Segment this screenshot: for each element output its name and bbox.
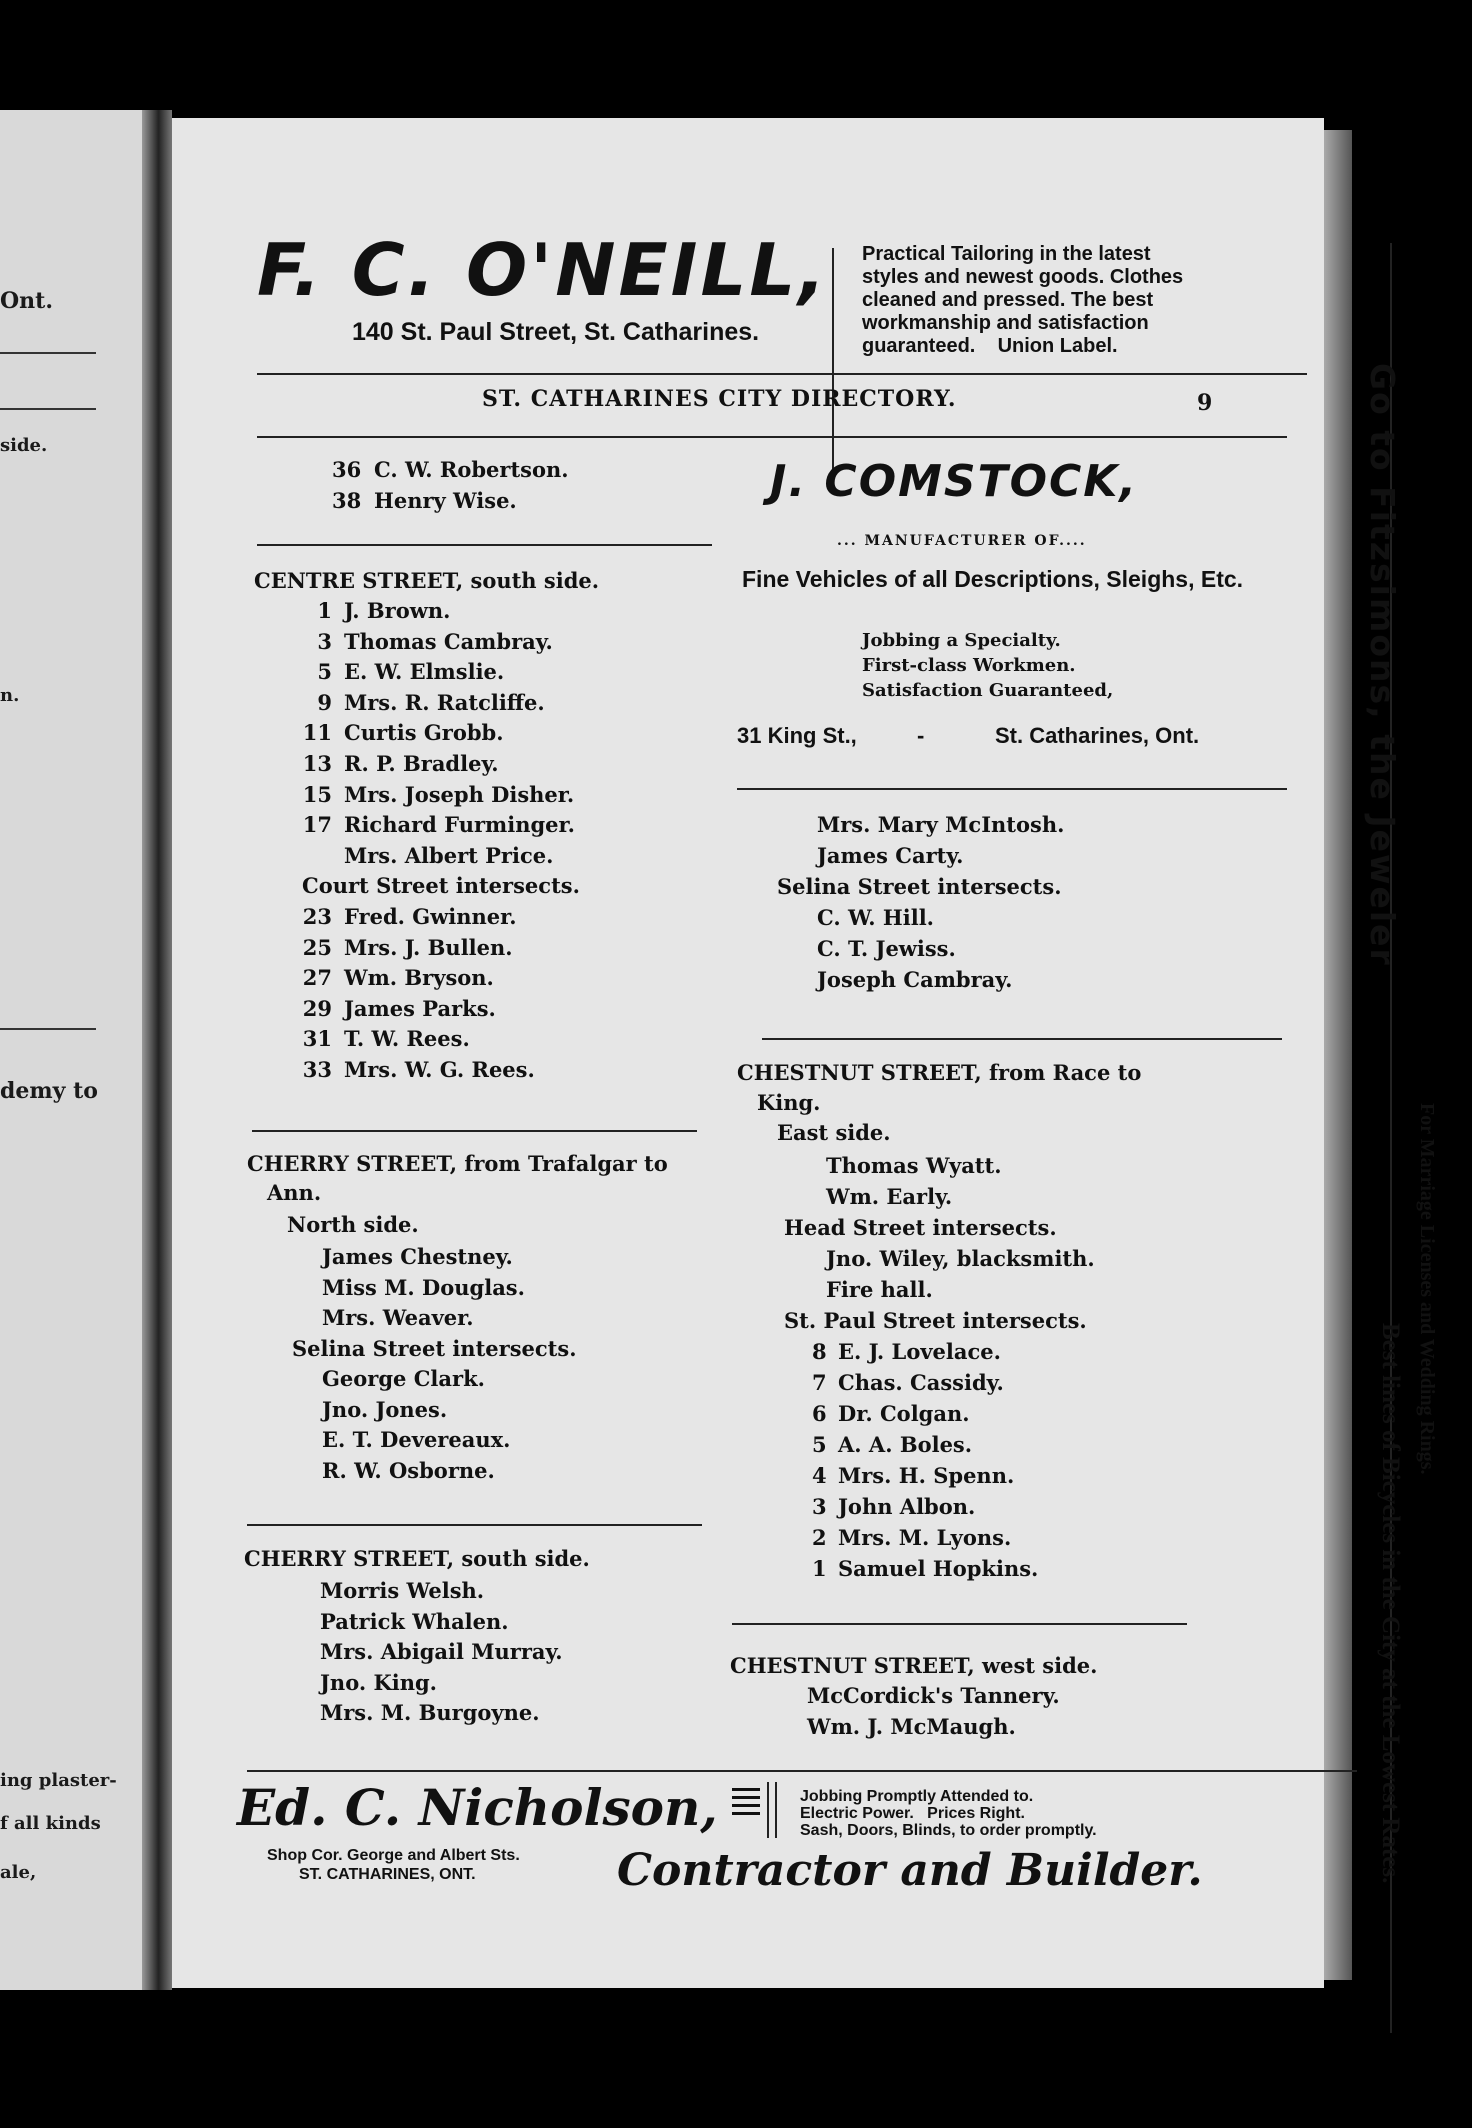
list-item: [302, 841, 580, 872]
left-fragment-text: ale,: [0, 1862, 37, 1883]
book-gutter: [142, 110, 172, 1990]
nicholson-ad-text: [800, 1788, 1097, 1839]
chestnut-race-list: [784, 1150, 1095, 1584]
resident-name: Samuel Hopkins.: [838, 1556, 1039, 1581]
resident-name: Dr. Colgan.: [838, 1401, 970, 1426]
list-item: E. T. Devereaux.: [322, 1427, 511, 1452]
directory-page: [172, 118, 1438, 1988]
comstock-ad-subtitle: ... MANUFACTURER OF....: [837, 533, 1087, 549]
divider: [762, 1038, 1282, 1040]
house-number: 4: [812, 1463, 827, 1488]
comstock-ad-line: Jobbing a Specialty.: [862, 630, 1061, 651]
list-item: [800, 1274, 1095, 1305]
house-number: 33: [302, 1056, 332, 1082]
list-item: Mrs. M. Burgoyne.: [320, 1700, 540, 1725]
ad-divider: [832, 248, 834, 488]
street-heading: CENTRE STREET, south side.: [254, 568, 600, 593]
list-item: [302, 657, 580, 688]
street-heading-cont: Ann.: [267, 1180, 322, 1205]
nicholson-ad-shop: [267, 1846, 520, 1884]
decorative-bars: [732, 1788, 760, 1820]
list-item: [302, 627, 580, 658]
comstock-ad-address: 31 King St.,: [737, 723, 857, 748]
nicholson-ad-line: Electric Power. Prices Right.: [800, 1805, 1025, 1822]
divider: [257, 373, 1307, 375]
list-item: [800, 1243, 1095, 1274]
resident-name: T. W. Rees.: [344, 1026, 470, 1052]
house-number: 1: [812, 1556, 827, 1581]
list-item: [302, 1055, 580, 1086]
comstock-ad-products: Fine Vehicles of all Descriptions, Sleighs, Etc.: [742, 566, 1244, 592]
side-ad-main: Go to Fitzsimons, the Jeweler: [1363, 363, 1402, 967]
centre-street-list: [302, 596, 580, 1086]
list-item: Jno. King.: [320, 1669, 437, 1695]
resident-name: Mrs. W. G. Rees.: [344, 1056, 535, 1082]
resident-name: Chas. Cassidy.: [838, 1370, 1004, 1395]
list-item: [812, 1522, 1095, 1553]
list-item: C. T. Jewiss.: [817, 936, 956, 961]
house-number: 5: [317, 659, 332, 685]
nicholson-ad-shop-line: ST. CATHARINES, ONT.: [299, 1866, 476, 1883]
comstock-ad-name: J. COMSTOCK,: [770, 456, 1139, 507]
oneill-ad-line: Practical Tailoring in the latest: [862, 243, 1151, 265]
list-item: James Carty.: [817, 843, 964, 868]
list-item: Mrs. Mary McIntosh.: [817, 812, 1065, 837]
list-item: [812, 1398, 1095, 1429]
comstock-ad-text: [862, 628, 1113, 703]
resident-name: Fire hall.: [826, 1277, 933, 1302]
divider: [0, 352, 96, 354]
list-item: James Chestney.: [322, 1244, 513, 1269]
resident-name: Mrs. R. Ratcliffe.: [344, 689, 545, 715]
list-item: [812, 1460, 1095, 1491]
list-item: Miss M. Douglas.: [322, 1274, 525, 1300]
house-number: 29: [302, 995, 332, 1021]
house-number: 23: [302, 903, 332, 929]
street-heading: CHERRY STREET, from Trafalgar to: [247, 1151, 668, 1176]
oneill-ad-line: cleaned and pressed. The best: [862, 289, 1154, 311]
list-item: [302, 1024, 580, 1055]
list-item: [302, 596, 580, 627]
list-item: [812, 1491, 1095, 1522]
list-item: Patrick Whalen.: [320, 1608, 509, 1634]
comstock-ad-address-dash: -: [917, 723, 925, 748]
resident-name: E. W. Elmslie.: [344, 659, 505, 685]
left-page-fragment: [0, 110, 142, 1990]
list-item: [812, 1367, 1095, 1398]
house-number: 1: [317, 598, 332, 623]
list-item: [302, 749, 580, 780]
list-item: [302, 718, 580, 749]
list-item: McCordick's Tannery.: [807, 1683, 1060, 1708]
house-number: 15: [302, 781, 332, 807]
house-number: 2: [812, 1525, 827, 1550]
list-item: 38 Henry Wise.: [332, 488, 517, 513]
house-number: 31: [302, 1026, 332, 1052]
list-item: Morris Welsh.: [320, 1578, 485, 1603]
left-fragment-text: f all kinds: [0, 1813, 101, 1834]
divider: [737, 788, 1287, 790]
resident-name: Mrs. Albert Price.: [344, 842, 554, 868]
resident-name: R. P. Bradley.: [344, 750, 499, 776]
divider: [247, 1770, 1357, 1772]
list-item: George Clark.: [322, 1366, 485, 1391]
left-fragment-text: Ont.: [0, 288, 53, 314]
list-item: [302, 780, 580, 811]
resident-name: Head Street intersects.: [784, 1215, 1057, 1240]
left-fragment-text: demy to: [0, 1078, 98, 1104]
comstock-ad-line: First-class Workmen.: [862, 655, 1076, 676]
divider: [252, 1130, 697, 1132]
list-item: [812, 1336, 1095, 1367]
oneill-ad-line: styles and newest goods. Clothes: [862, 266, 1184, 288]
resident-name: Fred. Gwinner.: [344, 903, 517, 929]
left-fragment-text: side.: [0, 435, 48, 456]
house-number: 6: [812, 1401, 827, 1426]
nicholson-ad-line: Jobbing Promptly Attended to.: [800, 1788, 1034, 1805]
resident-name: Jno. Wiley, blacksmith.: [826, 1246, 1095, 1271]
list-item: Selina Street intersects.: [777, 874, 1062, 899]
divider: [732, 1623, 1187, 1625]
list-item: Joseph Cambray.: [817, 967, 1013, 992]
divider: [0, 1028, 96, 1030]
list-item: [758, 1212, 1095, 1243]
resident-name: Thomas Wyatt.: [826, 1153, 1002, 1178]
list-top-entries: [332, 454, 569, 516]
ad-divider: [775, 1782, 777, 1838]
street-heading: CHESTNUT STREET, west side.: [730, 1653, 1098, 1678]
side-subheading: East side.: [777, 1120, 891, 1145]
house-number: 13: [302, 750, 332, 776]
nicholson-ad-line: Sash, Doors, Blinds, to order promptly.: [800, 1822, 1097, 1839]
list-item: [812, 1553, 1095, 1584]
divider: [247, 1524, 702, 1526]
resident-name: Mrs. H. Spenn.: [838, 1463, 1015, 1488]
house-number: 11: [302, 720, 332, 746]
left-fragment-text: ing plaster-: [0, 1770, 117, 1791]
list-item: [302, 902, 580, 933]
nicholson-ad-trade: Contractor and Builder.: [617, 1845, 1203, 1896]
house-number: 27: [302, 965, 332, 991]
list-item: [302, 933, 580, 964]
nicholson-ad-name: Ed. C. Nicholson,: [237, 1778, 718, 1837]
list-item: 36 C. W. Robertson.: [332, 457, 569, 482]
resident-name: E. J. Lovelace.: [838, 1339, 1001, 1364]
divider: [257, 544, 712, 546]
street-heading: CHESTNUT STREET, from Race to: [737, 1060, 1142, 1085]
house-number: 3: [812, 1494, 827, 1519]
list-item: [800, 1150, 1095, 1181]
running-header: ST. CATHARINES CITY DIRECTORY.: [482, 386, 957, 412]
side-ad-line: Best lines of Bicycles in the City at the Lowest Rates.: [1377, 1323, 1404, 1884]
ad-divider: [767, 1782, 769, 1838]
list-item: [758, 1305, 1095, 1336]
resident-name: Wm. Bryson.: [344, 965, 494, 991]
house-number: 7: [812, 1370, 827, 1395]
divider: [0, 408, 96, 410]
list-item: Jno. Jones.: [322, 1396, 448, 1422]
oneill-ad-line: workmanship and satisfaction: [862, 312, 1149, 334]
comstock-ad-line: Satisfaction Guaranteed,: [862, 680, 1114, 701]
house-number: 25: [302, 934, 332, 960]
resident-name: Curtis Grobb.: [344, 720, 504, 746]
house-number: 8: [812, 1339, 827, 1364]
oneill-ad-text: [862, 243, 1183, 358]
page-number: 9: [1197, 390, 1214, 416]
list-item: R. W. Osborne.: [322, 1457, 495, 1483]
comstock-ad-city: St. Catharines, Ont.: [995, 723, 1200, 748]
list-item: [302, 994, 580, 1025]
list-item: Mrs. Abigail Murray.: [320, 1639, 563, 1664]
page-edge: [1324, 130, 1352, 1980]
resident-name: Mrs. J. Bullen.: [344, 934, 513, 960]
list-item: [302, 810, 580, 841]
list-item: Mrs. Weaver.: [322, 1305, 474, 1330]
house-number: 5: [812, 1432, 827, 1457]
list-item: [812, 1429, 1095, 1460]
oneill-ad-address: 140 St. Paul Street, St. Catharines.: [352, 318, 760, 346]
resident-name: Richard Furminger.: [344, 812, 575, 838]
left-fragment-text: n.: [0, 685, 20, 706]
resident-name: Mrs. Joseph Disher.: [344, 781, 575, 807]
list-item: [800, 1181, 1095, 1212]
resident-name: A. A. Boles.: [838, 1432, 973, 1457]
resident-name: Court Street intersects.: [302, 873, 580, 899]
resident-name: St. Paul Street intersects.: [784, 1308, 1087, 1333]
street-heading-cont: King.: [757, 1090, 821, 1115]
resident-name: Thomas Cambray.: [344, 628, 553, 654]
nicholson-ad-shop-line: Shop Cor. George and Albert Sts.: [267, 1847, 520, 1864]
house-number: 9: [317, 689, 332, 715]
divider: [257, 436, 1287, 438]
oneill-ad-name: F. C. O'NEILL,: [257, 228, 829, 312]
resident-name: Mrs. M. Lyons.: [838, 1525, 1012, 1550]
house-number: 3: [317, 628, 332, 654]
list-item: [302, 963, 580, 994]
oneill-ad-line: guaranteed. Union Label.: [862, 335, 1118, 357]
resident-name: Wm. Early.: [826, 1184, 953, 1209]
list-item: [302, 688, 580, 719]
street-heading: CHERRY STREET, south side.: [244, 1546, 590, 1571]
cherry-south-list: [320, 1576, 563, 1729]
cherry-north-list: [292, 1242, 577, 1486]
side-subheading: North side.: [287, 1212, 419, 1237]
resident-name: J. Brown.: [344, 598, 451, 623]
list-item: [260, 871, 580, 902]
side-ad-line: For Marriage Licenses and Wedding Rings.: [1416, 1103, 1438, 1475]
resident-name: James Parks.: [344, 995, 496, 1021]
house-number: 17: [302, 812, 332, 838]
list-item: C. W. Hill.: [817, 905, 934, 930]
list-item: Wm. J. McMaugh.: [807, 1714, 1016, 1739]
list-item: Selina Street intersects.: [292, 1335, 577, 1361]
resident-name: John Albon.: [838, 1494, 976, 1519]
